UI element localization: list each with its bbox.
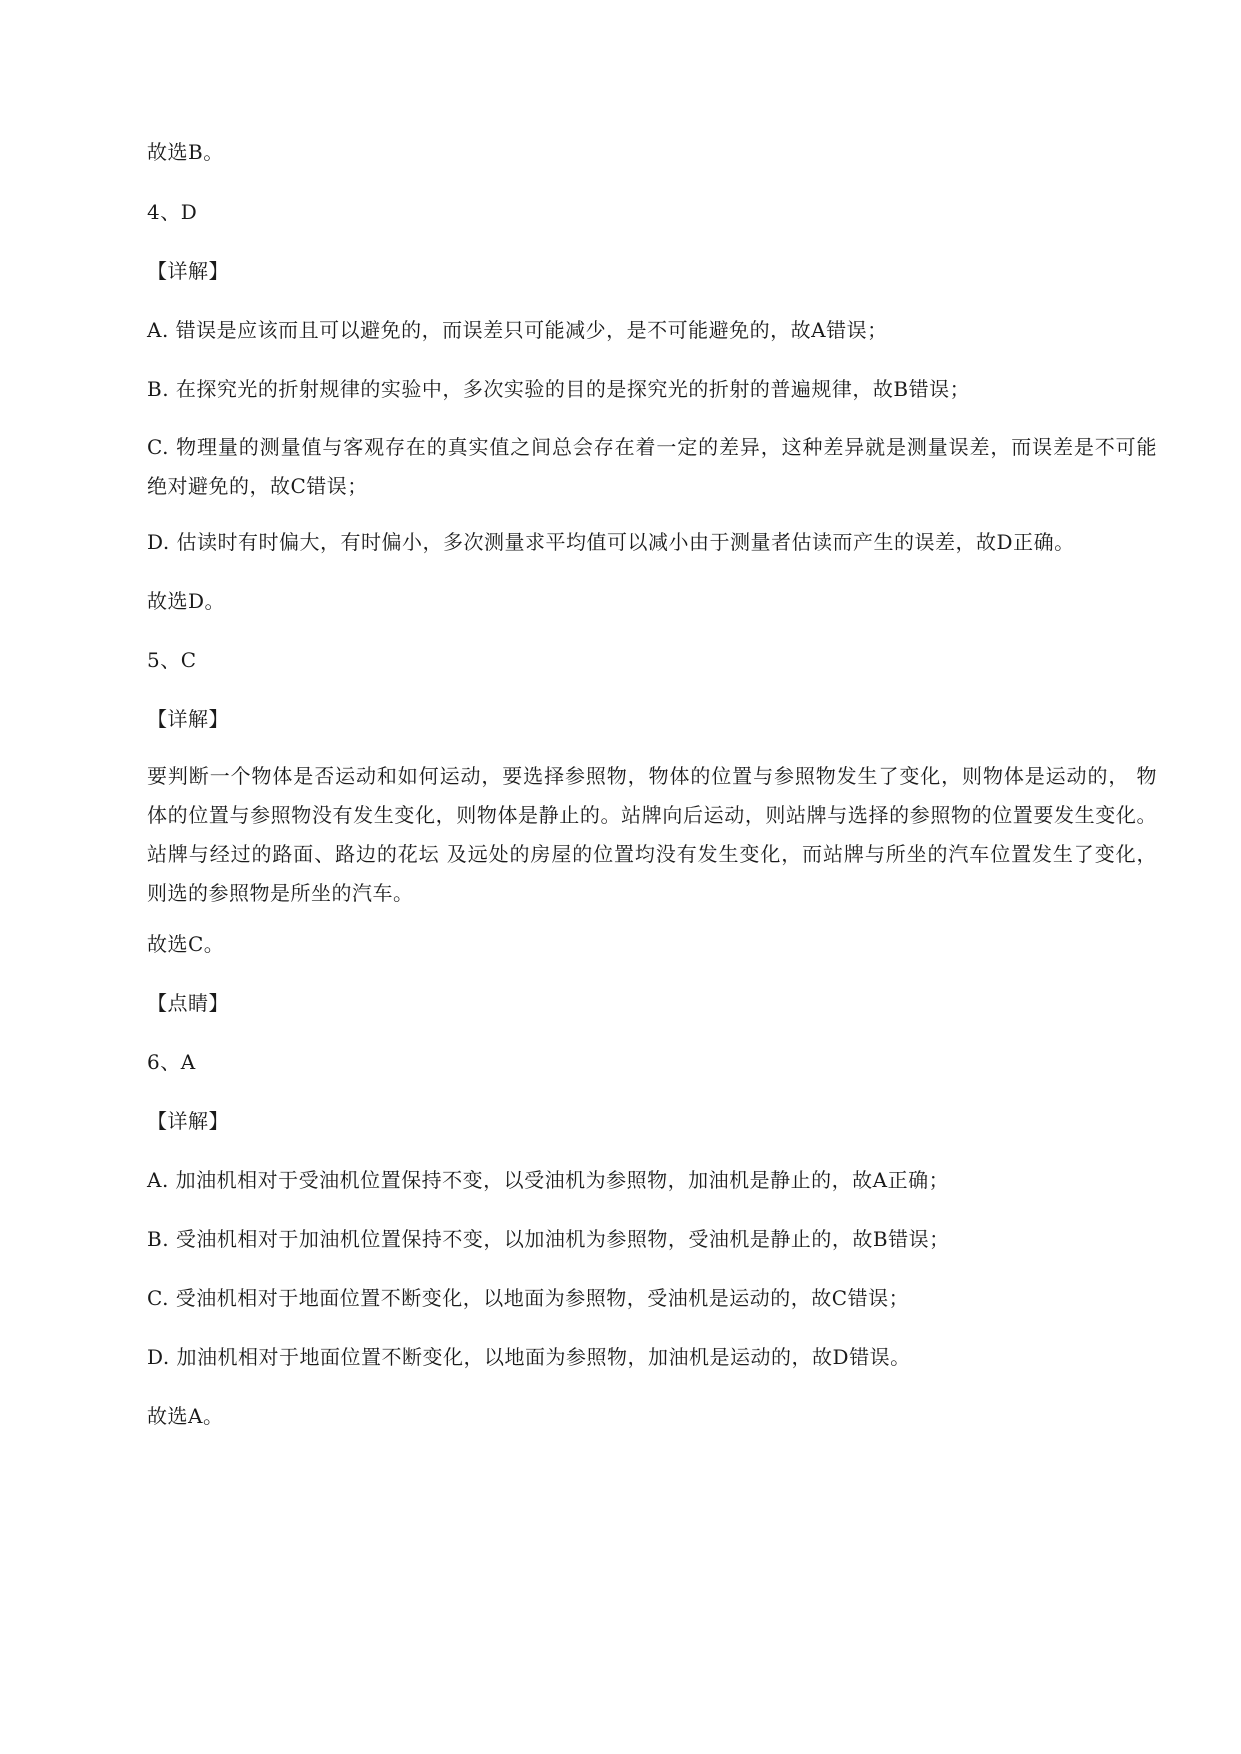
explanation-line: B. 受油机相对于加油机位置保持不变，以加油机为参照物，受油机是静止的，故B错误； [147,1227,950,1251]
answer-conclusion: 故选D。 [147,589,226,613]
question-number: 5、C [147,648,197,672]
explanation-line: D. 加油机相对于地面位置不断变化，以地面为参照物，加油机是运动的，故D错误。 [147,1345,911,1369]
explanation-line: D. 估读时有时偏大，有时偏小，多次测量求平均值可以减小由于测量者估读而产生的误差，故D正确。 [147,530,1075,554]
section-heading: 【详解】 [147,259,229,283]
section-heading: 【点睛】 [147,991,229,1015]
explanation-paragraph: 要判断一个物体是否运动和如何运动，要选择参照物，物体的位置与参照物发生了变化，则物体是运动的， 物体的位置与参照物没有发生变化，则物体是静止的。站牌向后运动，则站牌与选择的参照物的位置要发生变化。站牌与经过的路面、路边的花坛 及远处的房屋的位置均没有发生变化，而站牌与所坐的汽车位置发生了变化，则选的参照物是所坐的汽车。 [147,764,1157,905]
section-heading: 【详解】 [147,707,229,731]
answer-conclusion: 故选C。 [147,932,225,956]
question-number: 4、D [147,200,198,224]
explanation-line: A. 加油机相对于受油机位置保持不变，以受油机为参照物，加油机是静止的，故A正确； [147,1168,950,1192]
answer-conclusion: 故选B。 [147,140,224,164]
explanation-line: A. 错误是应该而且可以避免的，而误差只可能减少，是不可能避免的，故A错误； [147,318,888,342]
answer-conclusion: 故选A。 [147,1404,224,1428]
section-heading: 【详解】 [147,1109,229,1133]
explanation-line: C. 受油机相对于地面位置不断变化，以地面为参照物，受油机是运动的，故C错误； [147,1286,910,1310]
explanation-line: B. 在探究光的折射规律的实验中，多次实验的目的是探究光的折射的普遍规律，故B错误； [147,377,971,401]
explanation-paragraph: C. 物理量的测量值与客观存在的真实值之间总会存在着一定的差异，这种差异就是测量误差，而误差是不可能绝对避免的，故C错误； [147,435,1157,498]
question-number: 6、A [147,1050,196,1074]
